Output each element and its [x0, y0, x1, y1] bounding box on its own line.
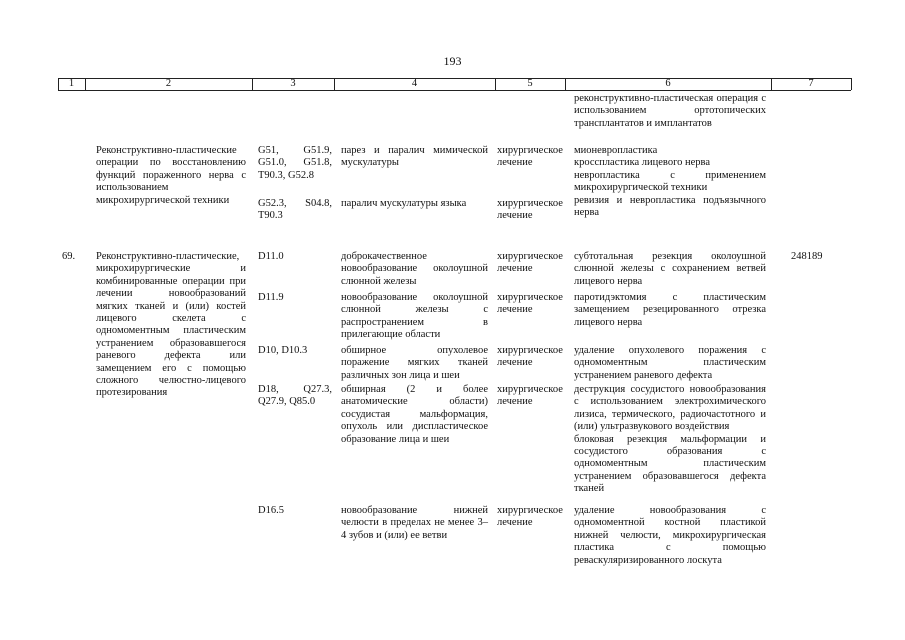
icd-code: D11.9	[258, 292, 284, 303]
treatment-type: хирургическое лечение	[497, 345, 563, 369]
header-bottom-rule	[58, 90, 851, 91]
method-text: паротидэктомия с пластическим замещением резецированного отрезка лицевого нерва	[574, 292, 766, 328]
col-border	[851, 78, 852, 90]
col-header-3: 3	[290, 78, 296, 89]
icd-code: D10, D10.3	[258, 345, 308, 356]
row-a-codes-2: G52.3, S04.8, T90.3	[258, 198, 332, 222]
method-text: деструкция сосудистого новообразования с использованием электрохимического лизиса, термического, радиочастотного и (или) ультразвукового воздействия блоковая резекция мальформации и сосудистого образования с одномоментным пластическим устранением образовавшегося дефекта тканей	[574, 384, 766, 495]
row-a-diagnosis-2: паралич мускулатуры языка	[341, 198, 467, 209]
cont-method-text: реконструктивно-пластическая операция с использованием ортотопических трансплантатов и имплантатов	[574, 93, 766, 129]
row-number: 69.	[62, 251, 76, 262]
row-69-cost: 248189	[791, 251, 823, 262]
method-text: субтотальная резекция околоушной слюнной железы с сохранением ветвей лицевого нерва	[574, 251, 766, 287]
col-header-4: 4	[411, 78, 418, 89]
method-text: удаление опухолевого поражения с одномоментным пластическим устранением раневого дефекта	[574, 345, 766, 381]
icd-code: D18, Q27.3, Q27.9, Q85.0	[258, 384, 332, 408]
row-a-treatment-1: хирургическое лечение	[497, 145, 563, 169]
diagnosis-text: новообразование нижней челюсти в пределах не менее 3–4 зубов и (или) ее ветви	[341, 505, 488, 541]
row-a-methods: мионевропластика кросспластика лицевого нерва невропластика с применением микрохирургической техники ревизия и невропластика подъязычного нерва	[574, 145, 766, 219]
row-69-group-text: Реконструктивно-пластические, микрохирургические и комбинированные операции при лечении новообразований мягких тканей и (или) костей лицевого скелета с одномоментным пластическим устранением образовавшегося раневого дефекта или замещением его с помощью сложного челюстно-лицевого протезирования	[96, 251, 246, 399]
diagnosis-text: доброкачественное новообразование околоушной слюнной железы	[341, 251, 488, 287]
icd-code: D16.5	[258, 505, 284, 516]
page-number: 193	[443, 54, 462, 68]
diagnosis-text: обширная (2 и более анатомические области) сосудистая мальформация, опухоль или диспластическое образование лица и шеи	[341, 384, 488, 445]
col-header-7: 7	[808, 78, 814, 89]
row-a-diagnosis-1: парез и паралич мимической мускулатуры	[341, 145, 488, 169]
row-a-group-text: Реконструктивно-пластические операции по восстановлению функций пораженного нерва с использованием микрохирургической техники	[96, 145, 246, 206]
method-text: удаление новообразования с одномоментной костной пластикой нижней челюсти, микрохирургическая пластика с помощью реваскуляризированного лоскута	[574, 505, 766, 566]
treatment-type: хирургическое лечение	[497, 505, 563, 529]
treatment-type: хирургическое лечение	[497, 384, 563, 408]
col-header-2: 2	[165, 78, 172, 89]
diagnosis-text: новообразование околоушной слюнной железы с распространением в прилегающие области	[341, 292, 488, 341]
treatment-type: хирургическое лечение	[497, 292, 563, 316]
col-header-5: 5	[527, 78, 533, 89]
diagnosis-text: обширное опухолевое поражение мягких тканей различных зон лица и шеи	[341, 345, 488, 381]
col-header-6: 6	[665, 78, 671, 89]
col-header-1: 1	[68, 78, 75, 89]
icd-code: D11.0	[258, 251, 284, 262]
treatment-type: хирургическое лечение	[497, 251, 563, 275]
row-a-codes-1: G51, G51.9, G51.0, G51.8, T90.3, G52.8	[258, 145, 332, 181]
row-a-treatment-2: хирургическое лечение	[497, 198, 563, 222]
